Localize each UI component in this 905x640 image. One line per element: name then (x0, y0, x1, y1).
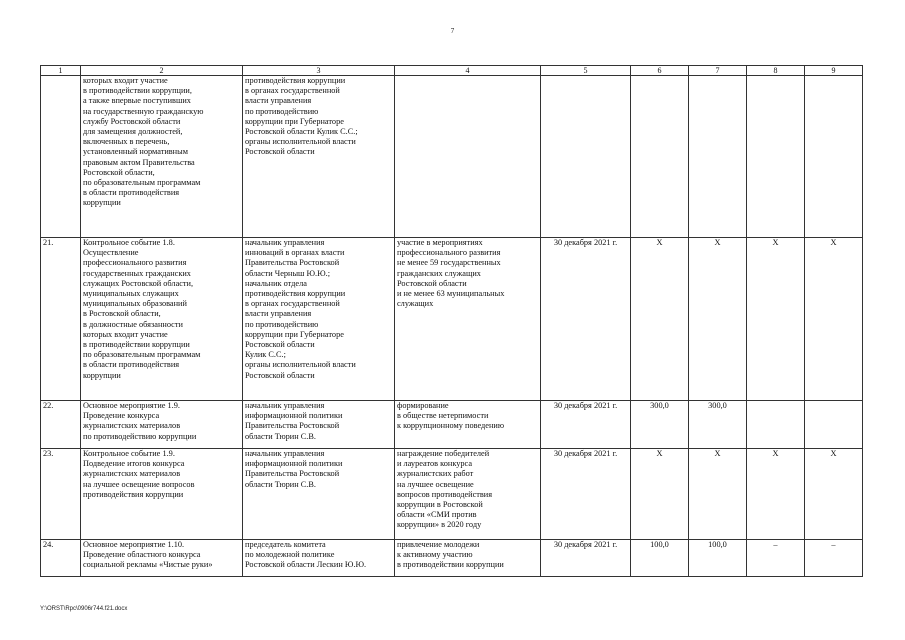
column-header: 6 (631, 66, 689, 76)
value-cell: 300,0 (631, 401, 689, 449)
value-cell: X (631, 449, 689, 540)
event-cell: которых входит участие в противодействии коррупции, а также впервые поступивших на государственную гражданскую службу Ростовской области для замещения должностей, включенных в перечень, установленный нормативным правовым актом Правительства Ростовской области, по образовательным программам в области противодействия коррупции (81, 76, 243, 238)
result-cell: привлечение молодежи к активному участию в противодействии коррупции (395, 540, 541, 577)
row-number: 24. (41, 540, 81, 577)
result-cell: формирование в обществе нетерпимости к коррупционному поведению (395, 401, 541, 449)
column-header: 9 (805, 66, 863, 76)
table-row (41, 401, 863, 449)
date-cell: 30 декабря 2021 г. (541, 401, 631, 449)
value-cell: 100,0 (689, 540, 747, 577)
result-cell: участие в мероприятиях профессионального развития не менее 59 государственных гражданских служащих Ростовской области и не менее 63 муниципальных служащих (395, 238, 541, 401)
plan-table (40, 65, 863, 577)
column-number-row (41, 66, 863, 76)
value-cell (747, 76, 805, 238)
column-header: 8 (747, 66, 805, 76)
column-header: 7 (689, 66, 747, 76)
table-row (41, 540, 863, 577)
result-cell: награждение победителей и лауреатов конкурса журналистских работ на лучшее освещение вопросов противодействия коррупции в Ростовской области «СМИ против коррупции» в 2020 году (395, 449, 541, 540)
value-cell: X (689, 238, 747, 401)
value-cell (805, 76, 863, 238)
value-cell: – (747, 540, 805, 577)
column-header: 2 (81, 66, 243, 76)
table-row (41, 449, 863, 540)
row-number: 22. (41, 401, 81, 449)
event-cell: Контрольное событие 1.9. Подведение итогов конкурса журналистских материалов на лучшее освещение вопросов противодействия коррупции (81, 449, 243, 540)
value-cell: X (805, 238, 863, 401)
value-cell (805, 401, 863, 449)
row-number (41, 76, 81, 238)
column-header: 4 (395, 66, 541, 76)
date-cell (541, 76, 631, 238)
event-cell: Основное мероприятие 1.10. Проведение областного конкурса социальной рекламы «Чистые руки» (81, 540, 243, 577)
responsible-cell: начальник управления инноваций в органах власти Правительства Ростовской области Черныш Ю.Ю.; начальник отдела противодействия коррупции в органах государственной власти управления по противодействию коррупции при Губернаторе Ростовской области Кулик С.С.; органы исполнительной власти Ростовской области (243, 238, 395, 401)
table-row (41, 76, 863, 238)
event-cell: Основное мероприятие 1.9. Проведение конкурса журналистских материалов по противодействию коррупции (81, 401, 243, 449)
value-cell: X (631, 238, 689, 401)
responsible-cell: начальник управления информационной политики Правительства Ростовской области Тюрин С.В. (243, 401, 395, 449)
value-cell (747, 401, 805, 449)
row-number: 21. (41, 238, 81, 401)
file-path-footer: Y:\ORST\Rpc\0906r744.f21.docx (40, 606, 128, 612)
responsible-cell: начальник управления информационной политики Правительства Ростовской области Тюрин С.В. (243, 449, 395, 540)
date-cell: 30 декабря 2021 г. (541, 238, 631, 401)
value-cell: 100,0 (631, 540, 689, 577)
row-number: 23. (41, 449, 81, 540)
value-cell (631, 76, 689, 238)
value-cell (689, 76, 747, 238)
responsible-cell: председатель комитета по молодежной политике Ростовской области Лескин Ю.Ю. (243, 540, 395, 577)
event-cell: Контрольное событие 1.8. Осуществление профессионального развития государственных гражданских служащих Ростовской области, муниципальных служащих муниципальных образований в Ростовской области, в должностные обязанности которых входит участие в противодействии коррупции по образовательным программам в области противодействия коррупции (81, 238, 243, 401)
column-header: 5 (541, 66, 631, 76)
responsible-cell: противодействия коррупции в органах государственной власти управления по противодействию коррупции при Губернаторе Ростовской области Кулик С.С.; органы исполнительной власти Ростовской области (243, 76, 395, 238)
date-cell: 30 декабря 2021 г. (541, 540, 631, 577)
value-cell: X (805, 449, 863, 540)
page-number: 7 (450, 27, 455, 35)
value-cell: X (689, 449, 747, 540)
value-cell: X (747, 238, 805, 401)
value-cell: 300,0 (689, 401, 747, 449)
value-cell: X (747, 449, 805, 540)
result-cell (395, 76, 541, 238)
value-cell: – (805, 540, 863, 577)
column-header: 3 (243, 66, 395, 76)
table-row (41, 238, 863, 401)
date-cell: 30 декабря 2021 г. (541, 449, 631, 540)
column-header: 1 (41, 66, 81, 76)
